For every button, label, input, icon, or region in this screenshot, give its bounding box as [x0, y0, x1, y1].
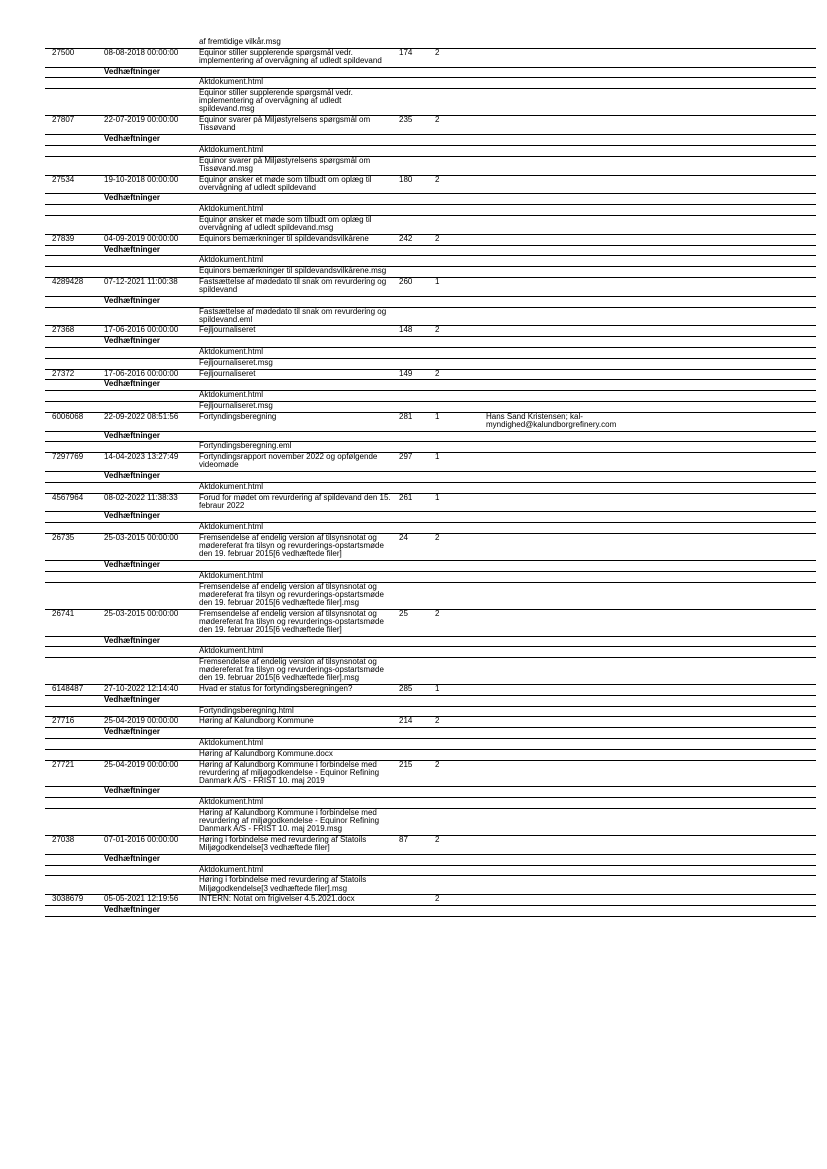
journal-entry-row [45, 895, 816, 906]
entry-type: 1 [435, 411, 440, 421]
entry-type: 2 [435, 716, 440, 726]
entry-date: 19-10-2018 00:00:00 [104, 174, 179, 184]
attachment-row [45, 146, 816, 157]
entry-id: 27372 [52, 368, 75, 378]
attachment-row [45, 483, 816, 494]
entry-id: 7297769 [52, 452, 84, 462]
attachment-filename: Equinor stiller supplerende spørgsmål vedr. implementering af overvågning af udledt spildevand.msg [199, 88, 353, 114]
journal-document [45, 38, 816, 917]
continuation-text: af fremtidige vilkår.msg [199, 37, 281, 46]
entry-number: 24 [399, 533, 408, 543]
journal-entry-row [45, 370, 816, 381]
entry-number: 149 [399, 368, 413, 378]
entry-number: 235 [399, 115, 413, 125]
attachments-header-row [45, 855, 816, 866]
attachments-label: Vedhæftninger [104, 511, 161, 521]
entry-type: 2 [435, 894, 440, 904]
journal-entry-row [45, 413, 816, 432]
journal-entry-row [45, 453, 816, 472]
entry-title: Fremsendelse af endelig version af tilsynsnotat og mødereferat fra tilsyn og revurderings-opstartsmøde den 19. februar 2015[6 vedhæftede filer] [199, 533, 384, 559]
attachment-filename: Fremsendelse af endelig version af tilsynsnotat og mødereferat fra tilsyn og revurderings-opstartsmøde den 19. februar 2015[6 vedhæftede filer].msg [199, 657, 384, 683]
attachment-filename: Høring af Kalundborg Kommune i forbindelse med revurdering af miljøgodkendelse - Equinor Refining Danmark A/S - FRIST 10. maj 2019.msg [199, 808, 380, 834]
attachment-filename: Fejljournaliseret.msg [199, 400, 273, 410]
entry-id: 27839 [52, 233, 75, 243]
attachment-filename: Fejljournaliseret.msg [199, 357, 273, 367]
entry-number: 281 [399, 411, 413, 421]
attachment-filename: Aktdokument.html [199, 797, 264, 807]
attachment-row [45, 391, 816, 402]
entry-number: 174 [399, 47, 413, 57]
entry-number: 285 [399, 684, 413, 694]
attachment-filename: Høring af Kalundborg Kommune.docx [199, 748, 333, 758]
attachments-label: Vedhæftninger [104, 66, 161, 76]
attachments-header-row [45, 512, 816, 523]
attachments-header-row [45, 906, 816, 917]
attachment-filename: Aktdokument.html [199, 390, 264, 400]
attachment-filename: Aktdokument.html [199, 864, 264, 874]
attachment-filename: Fortyndingsberegning.eml [199, 441, 292, 451]
attachment-row [45, 216, 816, 235]
journal-entry-row [45, 494, 816, 513]
entry-number: 180 [399, 174, 413, 184]
entry-id: 26741 [52, 608, 75, 618]
entry-type: 2 [435, 47, 440, 57]
entry-date: 17-06-2016 00:00:00 [104, 325, 179, 335]
attachment-row [45, 739, 816, 750]
attachments-label: Vedhæftninger [104, 786, 161, 796]
entry-id: 6148487 [52, 684, 84, 694]
entry-type: 2 [435, 759, 440, 769]
entry-title: Høring i forbindelse med revurdering af Statoils Miljøgodkendelse[3 vedhæftede filer] [199, 835, 367, 853]
entry-number: 25 [399, 608, 408, 618]
attachments-label: Vedhæftninger [104, 193, 161, 203]
attachments-label: Vedhæftninger [104, 635, 161, 645]
entry-date: 14-04-2023 13:27:49 [104, 452, 179, 462]
journal-entry-row [45, 610, 816, 637]
attachments-header-row [45, 696, 816, 707]
attachments-label: Vedhæftninger [104, 471, 161, 481]
journal-entry-row [45, 761, 816, 788]
attachment-filename: Høring i forbindelse med revurdering af Statoils Miljøgodkendelse[3 vedhæftede filer].msg [199, 875, 367, 893]
entry-number: 214 [399, 716, 413, 726]
entry-number: 260 [399, 276, 413, 286]
attachments-label: Vedhæftninger [104, 905, 161, 915]
attachment-row [45, 866, 816, 877]
attachment-filename: Aktdokument.html [199, 522, 264, 532]
journal-entry-row [45, 326, 816, 337]
attachment-row [45, 78, 816, 89]
entry-title: Fejljournaliseret [199, 368, 256, 378]
attachment-row [45, 89, 816, 116]
attachment-row [45, 750, 816, 761]
attachment-filename: Equinor svarer på Miljøstyrelsens spørgsmål om Tissøvand.msg [199, 155, 371, 173]
attachment-row [45, 647, 816, 658]
entry-number: 261 [399, 492, 413, 502]
entry-title: Fortyndingsrapport november 2022 og opfølgende videomøde [199, 452, 378, 470]
attachment-filename: Aktdokument.html [199, 570, 264, 580]
attachments-header-row [45, 637, 816, 648]
entry-id: 27038 [52, 835, 75, 844]
attachment-filename: Aktdokument.html [199, 481, 264, 491]
attachments-label: Vedhæftninger [104, 379, 161, 389]
attachment-row [45, 256, 816, 267]
journal-table [45, 38, 816, 917]
attachment-row [45, 876, 816, 895]
attachments-label: Vedhæftninger [104, 244, 161, 254]
attachment-row [45, 157, 816, 176]
attachment-row [45, 798, 816, 809]
entry-type: 1 [435, 684, 440, 694]
attachments-header-row [45, 472, 816, 483]
entry-id: 27368 [52, 325, 75, 335]
journal-entry-row [45, 534, 816, 561]
entry-title: Hvad er status for fortyndingsberegningen? [199, 684, 353, 694]
attachments-label: Vedhæftninger [104, 336, 161, 346]
entry-title: Equinors bemærkninger til spildevandsvilkårene [199, 233, 369, 243]
attachments-header-row [45, 728, 816, 739]
attachment-row [45, 583, 816, 610]
journal-entry-row [45, 278, 816, 297]
attachments-header-row [45, 337, 816, 348]
entry-date: 08-08-2018 00:00:00 [104, 47, 179, 57]
entry-date: 25-04-2019 00:00:00 [104, 716, 179, 726]
attachments-header-row [45, 297, 816, 308]
attachments-header-row [45, 561, 816, 572]
entry-title: Fortyndingsberegning [199, 411, 277, 421]
attachments-label: Vedhæftninger [104, 853, 161, 863]
entry-title: Fastsættelse af mødedato til snak om revurdering og spildevand [199, 276, 387, 295]
attachment-row [45, 658, 816, 685]
attachment-row [45, 205, 816, 216]
entry-number: 215 [399, 759, 413, 769]
entry-id: 27716 [52, 716, 75, 726]
entry-id: 4289428 [52, 276, 84, 286]
attachments-header-row [45, 68, 816, 79]
entry-type: 2 [435, 835, 440, 844]
entry-number: 297 [399, 452, 413, 462]
entry-id: 4567964 [52, 492, 84, 502]
attachment-filename: Fremsendelse af endelig version af tilsynsnotat og mødereferat fra tilsyn og revurderings-opstartsmøde den 19. februar 2015[6 vedhæftede filer].msg [199, 581, 384, 607]
attachment-filename: Aktdokument.html [199, 144, 264, 154]
journal-entry-row [45, 176, 816, 195]
attachments-label: Vedhæftninger [104, 560, 161, 569]
attachments-header-row [45, 246, 816, 257]
attachment-filename: Aktdokument.html [199, 204, 264, 214]
entry-date: 22-07-2019 00:00:00 [104, 115, 179, 125]
entry-type: 2 [435, 368, 440, 378]
attachments-label: Vedhæftninger [104, 430, 161, 440]
entry-recipient: Hans Sand Kristensen; kal-myndighed@kalundborgrefinery.com [486, 411, 617, 429]
journal-entry-row [45, 685, 816, 696]
entry-date: 04-09-2019 00:00:00 [104, 233, 179, 243]
entry-title: Equinor stiller supplerende spørgsmål vedr. implementering af overvågning af udledt spildevand [199, 47, 382, 65]
entry-id: 27721 [52, 759, 75, 769]
entry-title: INTERN: Notat om frigivelser 4.5.2021.docx [199, 894, 355, 904]
entry-type: 2 [435, 115, 440, 125]
attachments-label: Vedhæftninger [104, 134, 161, 144]
attachment-filename: Aktdokument.html [199, 737, 264, 747]
journal-entry-row [45, 717, 816, 728]
journal-entry-row [45, 116, 816, 135]
attachment-filename: Aktdokument.html [199, 255, 264, 265]
entry-type: 2 [435, 608, 440, 618]
attachment-row [45, 572, 816, 583]
attachment-filename: Fortyndingsberegning.html [199, 705, 294, 715]
attachment-row [45, 359, 816, 370]
entry-number: 87 [399, 835, 408, 844]
entry-type: 1 [435, 492, 440, 502]
attachment-row [45, 348, 816, 359]
entry-title: Forud for mødet om revurdering af spildevand den 15. febraur 2022 [199, 492, 391, 510]
entry-date: 17-06-2016 00:00:00 [104, 368, 179, 378]
attachment-filename: Equinor ønsker et møde som tilbudt om oplæg til overvågning af udledt spildevand.msg [199, 214, 372, 233]
attachment-filename: Fastsættelse af mødedato til snak om revurdering og spildevand.eml [199, 306, 387, 324]
attachment-row [45, 809, 816, 836]
entry-id: 27534 [52, 174, 75, 184]
entry-number: 242 [399, 233, 413, 243]
attachments-label: Vedhæftninger [104, 727, 161, 737]
entry-date: 07-12-2021 11:00:38 [104, 276, 178, 286]
journal-entry-row [45, 235, 816, 246]
attachment-filename: Aktdokument.html [199, 646, 264, 656]
attachment-filename: Aktdokument.html [199, 347, 264, 357]
attachments-header-row [45, 432, 816, 443]
entries-list [45, 49, 816, 917]
entry-title: Equinor svarer på Miljøstyrelsens spørgsmål om Tissøvand [199, 115, 371, 133]
attachments-header-row [45, 787, 816, 798]
entry-number: 148 [399, 325, 413, 335]
entry-type: 2 [435, 233, 440, 243]
attachments-header-row [45, 135, 816, 146]
entry-id: 26735 [52, 533, 75, 543]
attachments-label: Vedhæftninger [104, 694, 161, 704]
entry-type: 1 [435, 276, 440, 286]
journal-entry-row [45, 836, 816, 855]
attachment-filename: Equinors bemærkninger til spildevandsvilkårene.msg [199, 266, 387, 276]
attachments-header-row [45, 380, 816, 391]
entry-title: Fremsendelse af endelig version af tilsynsnotat og mødereferat fra tilsyn og revurderings-opstartsmøde den 19. februar 2015[6 vedhæftede filer] [199, 608, 384, 634]
entry-id: 27500 [52, 47, 75, 57]
entry-date: 05-05-2021 12:19:56 [104, 894, 179, 904]
entry-title: Høring af Kalundborg Kommune [199, 716, 314, 726]
entry-type: 2 [435, 174, 440, 184]
attachment-filename: Aktdokument.html [199, 77, 264, 87]
entry-date: 22-09-2022 08:51:56 [104, 411, 179, 421]
entry-date: 25-03-2015 00:00:00 [104, 533, 179, 543]
attachment-row [45, 308, 816, 327]
entry-title: Fejljournaliseret [199, 325, 256, 335]
entry-type: 2 [435, 325, 440, 335]
entry-date: 27-10-2022 12:14:40 [104, 684, 179, 694]
entry-date: 07-01-2016 00:00:00 [104, 835, 179, 844]
attachments-label: Vedhæftninger [104, 295, 161, 305]
entry-date: 08-02-2022 11:38:33 [104, 492, 178, 502]
entry-id: 6006068 [52, 411, 84, 421]
entry-type: 2 [435, 533, 440, 543]
entry-id: 3038679 [52, 894, 84, 904]
entry-title: Høring af Kalundborg Kommune i forbindelse med revurdering af miljøgodkendelse - Equinor Refining Danmark A/S - FRIST 10. maj 2019 [199, 759, 380, 785]
entry-date: 25-03-2015 00:00:00 [104, 608, 179, 618]
attachments-header-row [45, 194, 816, 205]
entry-type: 1 [435, 452, 440, 462]
entry-id: 27807 [52, 115, 75, 125]
journal-entry-row [45, 49, 816, 68]
entry-date: 25-04-2019 00:00:00 [104, 759, 179, 769]
entry-title: Equinor ønsker et møde som tilbudt om oplæg til overvågning af udledt spildevand [199, 174, 372, 192]
